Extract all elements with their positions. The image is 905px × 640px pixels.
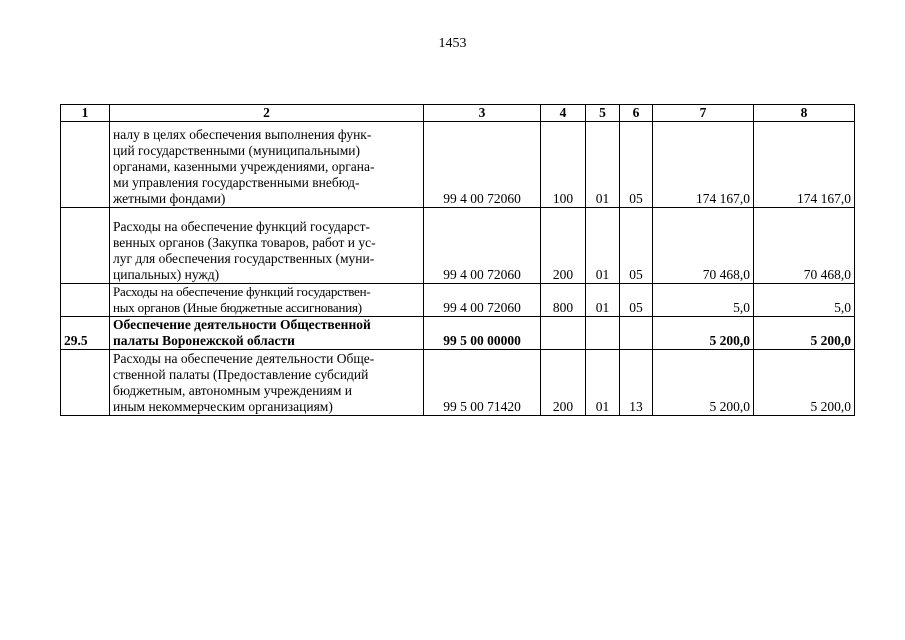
subsection-code: 05	[620, 208, 653, 284]
row-number	[61, 122, 110, 208]
expense-type-code	[541, 317, 586, 350]
expense-type-code: 800	[541, 284, 586, 317]
section-code: 01	[586, 122, 620, 208]
expense-type-code: 100	[541, 122, 586, 208]
row-description: Расходы на обеспечение функций государствен- ных органов (Иные бюджетные ассигнования)	[110, 284, 424, 317]
table-row	[61, 317, 855, 350]
row-description: Расходы на обеспечение функций государст- венных органов (Закупка товаров, работ и ус- луг для обеспечения государственных (муни- ципальных) нужд)	[110, 208, 424, 284]
row-description: Расходы на обеспечение деятельности Обще- ственной палаты (Предоставление субсидий бюджетным, автономным учреждениям и иным некоммерческим организациям)	[110, 350, 424, 416]
table-header-row	[61, 105, 855, 122]
amount-col-7: 5 200,0	[653, 317, 754, 350]
amount-col-8: 5 200,0	[754, 350, 855, 416]
row-number	[61, 284, 110, 317]
amount-col-7: 174 167,0	[653, 122, 754, 208]
section-code: 01	[586, 284, 620, 317]
subsection-code: 05	[620, 122, 653, 208]
amount-col-8: 70 468,0	[754, 208, 855, 284]
expense-type-code: 200	[541, 208, 586, 284]
section-code: 01	[586, 208, 620, 284]
amount-col-8: 5,0	[754, 284, 855, 317]
col-header-6: 6	[620, 105, 653, 122]
table-row	[61, 122, 855, 208]
expense-type-code: 200	[541, 350, 586, 416]
amount-col-8: 174 167,0	[754, 122, 855, 208]
table-row	[61, 350, 855, 416]
subsection-code	[620, 317, 653, 350]
col-header-5: 5	[586, 105, 620, 122]
amount-col-7: 5 200,0	[653, 350, 754, 416]
page-number: 1453	[438, 36, 467, 51]
col-header-4: 4	[541, 105, 586, 122]
table-row	[61, 208, 855, 284]
row-number: 29.5	[61, 317, 110, 350]
col-header-7: 7	[653, 105, 754, 122]
col-header-3: 3	[424, 105, 541, 122]
target-article-code: 99 4 00 72060	[424, 208, 541, 284]
target-article-code: 99 5 00 71420	[424, 350, 541, 416]
budget-table	[60, 104, 855, 416]
amount-col-8: 5 200,0	[754, 317, 855, 350]
section-code	[586, 317, 620, 350]
target-article-code: 99 4 00 72060	[424, 122, 541, 208]
amount-col-7: 70 468,0	[653, 208, 754, 284]
amount-col-7: 5,0	[653, 284, 754, 317]
section-code: 01	[586, 350, 620, 416]
row-number	[61, 208, 110, 284]
row-number	[61, 350, 110, 416]
subsection-code: 13	[620, 350, 653, 416]
col-header-8: 8	[754, 105, 855, 122]
subsection-code: 05	[620, 284, 653, 317]
table-row	[61, 284, 855, 317]
row-description: налу в целях обеспечения выполнения функ- ций государственными (муниципальными) органами, казенными учреждениями, органа- ми управления государственными внебюд- жетными фондами)	[110, 122, 424, 208]
col-header-2: 2	[110, 105, 424, 122]
col-header-1: 1	[61, 105, 110, 122]
row-description: Обеспечение деятельности Общественной палаты Воронежской области	[110, 317, 424, 350]
target-article-code: 99 5 00 00000	[424, 317, 541, 350]
target-article-code: 99 4 00 72060	[424, 284, 541, 317]
